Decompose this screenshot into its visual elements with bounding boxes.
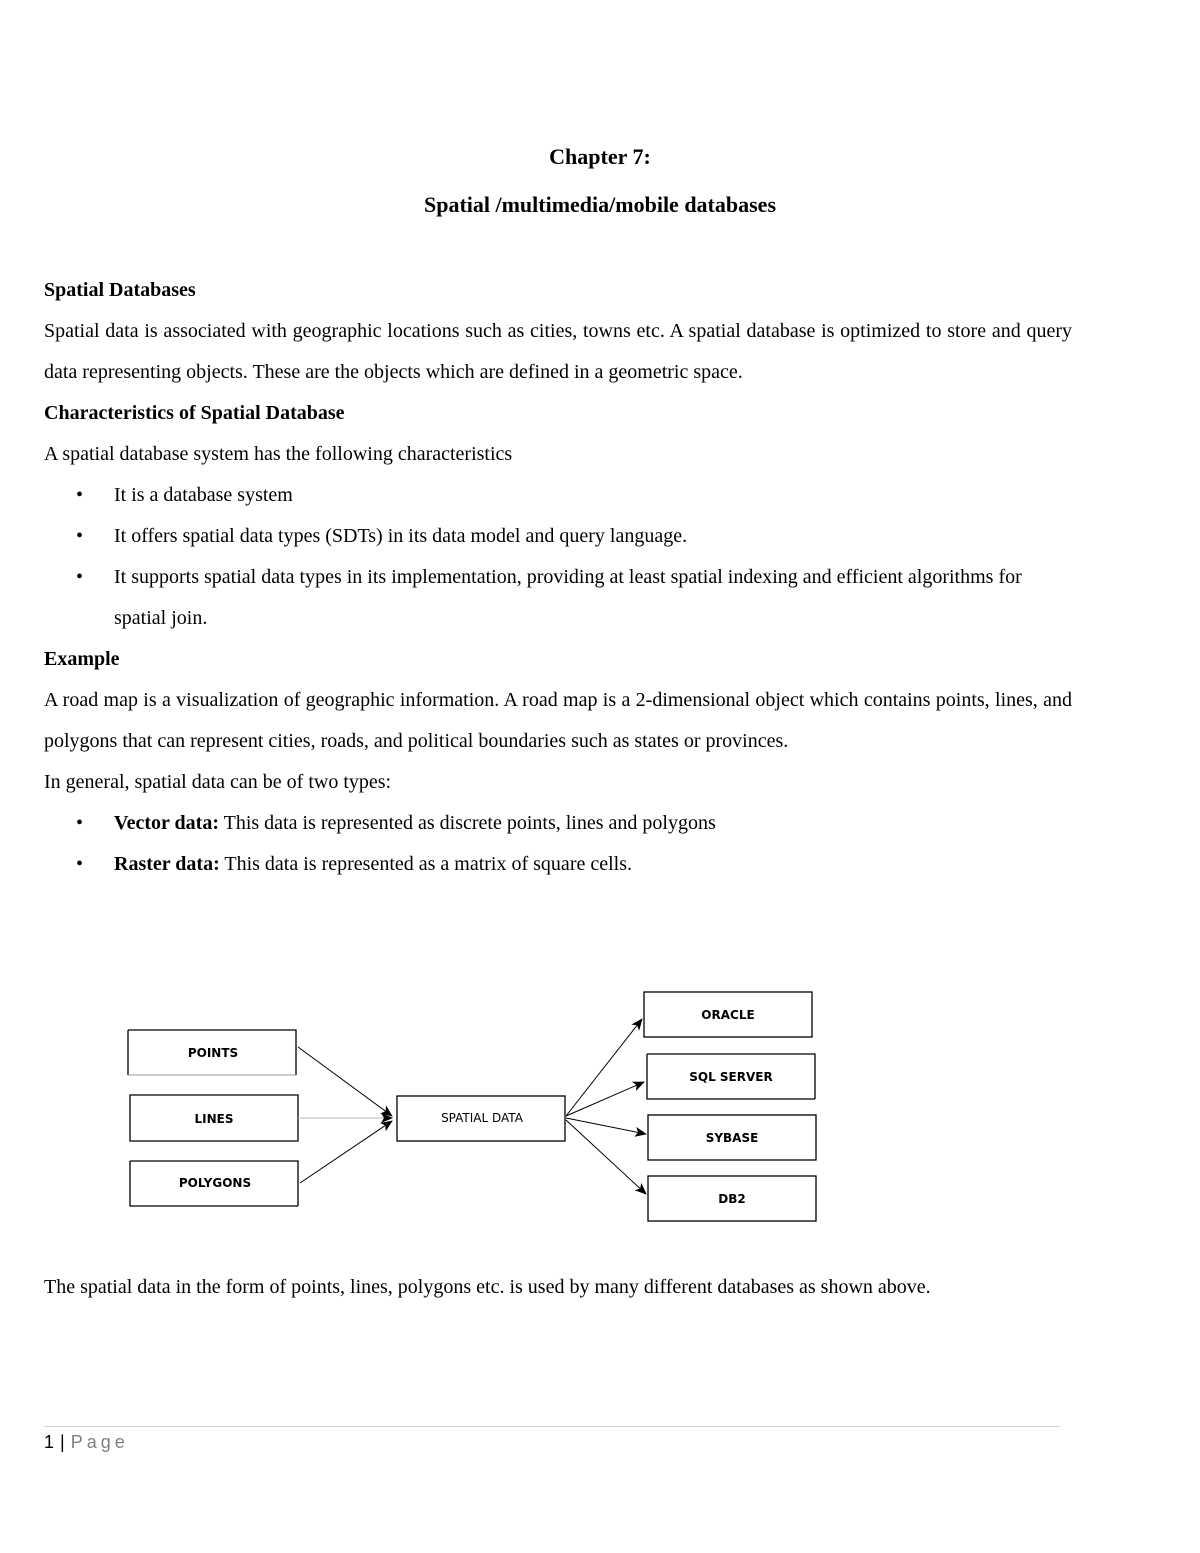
chapter-subtitle: Spatial /multimedia/mobile databases: [423, 192, 777, 217]
arrow: [300, 1121, 392, 1183]
list-item: • It supports spatial data types in its implementation, providing at least spatial indexing and efficient algorithms for spatial join.: [44, 557, 1072, 639]
output-label: DB2: [718, 1192, 746, 1206]
diagram-svg: [0, 975, 1200, 1235]
list-item: • Vector data: This data is represented as discrete points, lines and polygons: [44, 803, 1072, 844]
list-item: • It is a database system: [44, 475, 1072, 516]
section-intro: A spatial database system has the following characteristics: [44, 443, 513, 465]
center-box-spatial-data: [397, 1096, 565, 1141]
input-label: POLYGONS: [178, 1176, 252, 1190]
output-label: ORACLE: [701, 1008, 755, 1022]
page-number: 1: [44, 1432, 55, 1452]
bullet-icon: •: [76, 525, 84, 547]
section-heading: Characteristics of Spatial Database: [44, 402, 345, 424]
data-types-list: [44, 803, 1072, 885]
output-box-sybase: [648, 1115, 816, 1160]
characteristics-list: [44, 475, 1072, 639]
footer-divider: [44, 1426, 1060, 1427]
section-paragraph: A road map is a visualization of geographic information. A road map is a 2-dimensional object which contains points, lines, and polygons that can represent cities, roads, and political boundaries such as states or provinces.: [44, 689, 1072, 752]
output-box-sql-server: [647, 1054, 815, 1099]
input-label: POINTS: [187, 1046, 239, 1060]
list-item: • Raster data: This data is represented as a matrix of square cells.: [44, 844, 1072, 885]
bullet-icon: •: [76, 566, 84, 588]
arrow: [566, 1019, 642, 1116]
output-label: SQL SERVER: [689, 1070, 773, 1084]
section-heading: Example: [44, 648, 120, 670]
input-box-lines: [130, 1095, 298, 1141]
output-box-db2: [648, 1176, 816, 1221]
chapter-title: Chapter 7:: [549, 144, 651, 169]
footer-separator: |: [60, 1432, 65, 1452]
arrow: [566, 1082, 644, 1116]
input-label: LINES: [194, 1112, 234, 1126]
bullet-icon: •: [76, 484, 84, 506]
section-paragraph: Spatial data is associated with geographic locations such as cities, towns etc. A spatial database is optimized to store and query data representing objects. These are the objects which are defined in a geometric space.: [44, 320, 1072, 383]
input-box-polygons: [130, 1161, 298, 1206]
input-box-points: [128, 1030, 296, 1075]
section-intro: In general, spatial data can be of two types:: [44, 771, 392, 793]
list-item: • It offers spatial data types (SDTs) in its data model and query language.: [44, 516, 1072, 557]
spatial-data-diagram: [0, 975, 1200, 1235]
output-box-oracle: [644, 992, 812, 1037]
bullet-icon: •: [76, 853, 84, 875]
bullet-icon: •: [76, 812, 84, 834]
section-heading: Spatial Databases: [44, 279, 196, 301]
spatial-databases-section: [44, 270, 1072, 885]
center-label: SPATIAL DATA: [441, 1111, 523, 1125]
page-footer: [44, 1432, 129, 1453]
output-label: SYBASE: [705, 1131, 759, 1145]
conclusion-paragraph: The spatial data in the form of points, lines, polygons etc. is used by many different databases as shown above.: [44, 1276, 931, 1298]
page-word: Page: [70, 1432, 129, 1452]
arrow: [298, 1047, 392, 1116]
